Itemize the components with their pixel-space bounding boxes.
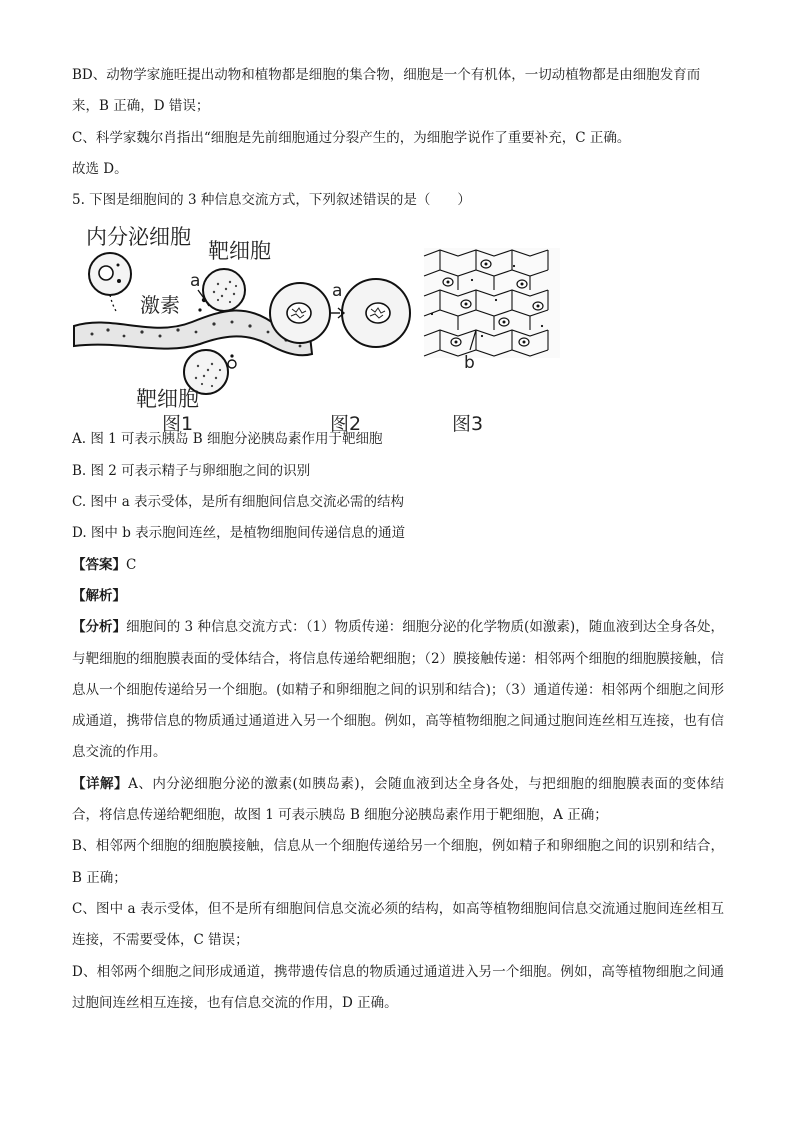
prev-explanation-line: 来，B 正确，D 错误； bbox=[72, 98, 210, 115]
detail-item-a bbox=[72, 769, 724, 832]
answer-value: C bbox=[126, 556, 137, 573]
option-c: C. 图中 a 表示受体，是所有细胞间信息交流必需的结构 bbox=[72, 494, 405, 511]
figure-3-caption: 图3 bbox=[452, 413, 484, 436]
figure-2-caption: 图2 bbox=[330, 413, 362, 436]
detail-item-c: C、图中 a 表示受体，但不是所有细胞间信息交流必须的结构，如高等植物细胞间信息交流通过胞间连丝相互连接，不需要受体，C 错误； bbox=[72, 900, 724, 949]
prev-explanation-line: BD、动物学家施旺提出动物和植物都是细胞的集合物，细胞是一个有机体，一切动植物都是由细胞发育而 bbox=[72, 67, 701, 83]
answer-line bbox=[72, 550, 724, 581]
document-page bbox=[72, 60, 724, 1019]
label-a-fig1: a bbox=[190, 271, 201, 292]
target-cell-top bbox=[203, 269, 245, 311]
cell-communication-figure bbox=[72, 218, 572, 436]
prev-explanation-line: 故选 D。 bbox=[72, 160, 128, 177]
answer-tag: 【答案】 bbox=[72, 556, 126, 573]
question-figure bbox=[72, 218, 724, 436]
detail-item-b: B、相邻两个细胞的细胞膜接触，信息从一个细胞传递给另一个细胞，例如精子和卵细胞之间的识别和结合，B 正确； bbox=[72, 838, 724, 886]
endocrine-nucleus bbox=[99, 266, 113, 280]
prev-explanation-line: C、科学家魏尔肖指出“细胞是先前细胞通过分裂产生的，为细胞学说作了重要补充，C 正确。 bbox=[72, 129, 631, 146]
option-a: A. 图 1 可表示胰岛 B 细胞分泌胰岛素作用于靶细胞 bbox=[72, 431, 383, 448]
question-stem: 5. 下图是细胞间的 3 种信息交流方式，下列叙述错误的是（ ） bbox=[72, 192, 471, 209]
figure-2 bbox=[270, 279, 410, 435]
figure-1-caption: 图1 bbox=[162, 413, 194, 436]
label-target-cell-top: 靶细胞 bbox=[208, 239, 271, 264]
analysis-paragraph bbox=[72, 612, 724, 768]
option-b: B. 图 2 可表示精子与卵细胞之间的识别 bbox=[72, 462, 311, 479]
detail-tag: 【详解】 bbox=[72, 775, 129, 792]
detail-item-d: D、相邻两个细胞之间形成通道，携带遗传信息的物质通过通道进入另一个细胞。例如，高等植物细胞之间通过胞间连丝相互连接，也有信息交流的作用，D 正确。 bbox=[72, 963, 724, 1011]
analysis-tag: 【分析】 bbox=[72, 619, 127, 636]
analysis-text: 细胞间的 3 种信息交流方式：（1）物质传递：细胞分泌的化学物质(如激素)，随血液到达全身各处，与靶细胞的细胞膜表面的受体结合，将信息传递给靶细胞；（2）膜接触传递：相邻两个细胞的细胞膜接触，信息从一个细胞传递给另一个细胞。(如精子和卵细胞之间的识别和结合)；（3）通道传递：相邻两个细胞之间形成通道，携带信息的物质通过通道进入另一个细胞。例如，高等植物细胞之间通过胞间连丝相互连接，也有信息交流的作用。 bbox=[72, 619, 725, 761]
label-target-cell-bottom: 靶细胞 bbox=[136, 387, 199, 412]
label-hormone: 激素 bbox=[140, 293, 180, 318]
analysis-heading: 【解析】 bbox=[72, 587, 126, 604]
detail-text-a: A、内分泌细胞分泌的激素(如胰岛素)，会随血液到达全身各处，与把细胞的细胞膜表面的变体结合，将信息传递给靶细胞，故图 1 可表示胰岛 B 细胞分泌胰岛素作用于靶细胞，A 正确； bbox=[72, 775, 724, 824]
figure-3 bbox=[424, 248, 560, 435]
label-endocrine-cell: 内分泌细胞 bbox=[86, 225, 191, 250]
label-b: b bbox=[464, 353, 475, 374]
label-a-fig2: a bbox=[332, 281, 343, 302]
option-d: D. 图中 b 表示胞间连丝，是植物细胞间传递信息的通道 bbox=[72, 525, 406, 542]
